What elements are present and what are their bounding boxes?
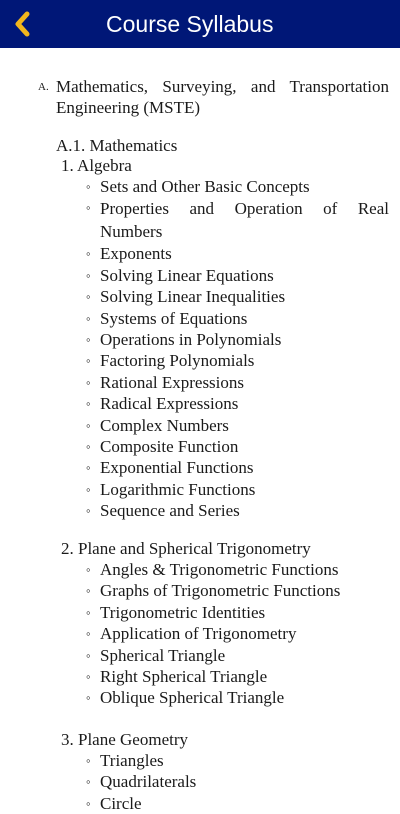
bullet-icon: ◦ (86, 310, 91, 326)
bullet-icon: ◦ (86, 460, 91, 476)
list-item (86, 793, 389, 814)
list-item (86, 602, 389, 623)
list-item (86, 243, 389, 264)
bullet-icon: ◦ (86, 179, 91, 194)
list-item-label: Quadrilaterals (100, 772, 197, 792)
list-item-label: Graphs of Trigonometric Functions (100, 581, 341, 601)
list-item-label: Trigonometric Identities (100, 602, 266, 622)
list-item (86, 197, 389, 243)
section-title: Mathematics, Surveying, and Transportation Engineering (MSTE) (56, 77, 389, 117)
topic-title: 3. Plane Geometry (61, 730, 188, 749)
bullet-icon: ◦ (86, 583, 91, 599)
bullet-icon: ◦ (86, 774, 91, 790)
list-item (86, 176, 389, 197)
list-item (86, 329, 389, 350)
list-item (86, 265, 389, 286)
list-item-label: Application of Trigonometry (100, 624, 297, 644)
page-title: Course Syllabus (106, 10, 274, 37)
list-item-label: Radical Expressions (100, 394, 239, 414)
list-item-label: Circle (100, 793, 142, 813)
section-letter: A. (38, 81, 49, 93)
bullet-icon: ◦ (86, 332, 91, 348)
list-item (86, 750, 389, 771)
section-heading (38, 76, 389, 118)
syllabus-content[interactable] (0, 48, 400, 813)
bullet-icon: ◦ (86, 289, 91, 305)
list-item (86, 580, 389, 601)
bullet-icon: ◦ (86, 439, 91, 455)
topic-title: 1. Algebra (61, 156, 132, 175)
list-item (86, 479, 389, 500)
list-item-label: Systems of Equations (100, 308, 248, 328)
list-item (86, 350, 389, 371)
list-item (86, 771, 389, 792)
list-item (86, 286, 389, 307)
bullet-icon: ◦ (86, 353, 91, 369)
bullet-icon: ◦ (86, 604, 91, 620)
bullet-icon: ◦ (86, 795, 91, 811)
list-item-label: Rational Expressions (100, 372, 245, 392)
chevron-left-icon (12, 11, 32, 37)
list-item (86, 645, 389, 666)
bullet-icon: ◦ (86, 669, 91, 685)
bullet-icon: ◦ (86, 200, 91, 216)
bullet-icon: ◦ (86, 647, 91, 663)
list-item (86, 436, 389, 457)
list-item-label: Oblique Spherical Triangle (100, 688, 285, 708)
bullet-icon: ◦ (86, 562, 91, 577)
list-item-label: Exponents (100, 244, 172, 264)
list-item (86, 559, 389, 580)
list-item-label: Solving Linear Inequalities (100, 287, 286, 307)
list-item-label: Exponential Functions (100, 458, 254, 478)
list-item-label: Operations in Polynomials (100, 330, 282, 350)
bullet-icon: ◦ (86, 481, 91, 497)
topic-list (86, 750, 389, 814)
list-item-label: Sets and Other Basic Concepts (100, 177, 310, 196)
bullet-icon: ◦ (86, 753, 91, 768)
list-item-label: Right Spherical Triangle (100, 667, 268, 687)
bullet-icon: ◦ (86, 267, 91, 283)
list-item-label: Spherical Triangle (100, 645, 226, 665)
bullet-icon: ◦ (86, 626, 91, 642)
app-bar (0, 0, 400, 48)
subsection-title: A.1. Mathematics (56, 136, 178, 155)
bullet-icon: ◦ (86, 690, 91, 706)
topic-list (86, 559, 389, 709)
list-item-label: Properties and Operation of Real Numbers (100, 199, 389, 242)
bullet-icon: ◦ (86, 503, 91, 519)
bullet-icon: ◦ (86, 396, 91, 412)
back-button[interactable] (0, 0, 44, 48)
topic-title: 2. Plane and Spherical Trigonometry (61, 539, 311, 558)
list-item (86, 500, 389, 521)
list-item (86, 372, 389, 393)
list-item (86, 415, 389, 436)
list-item-label: Complex Numbers (100, 415, 229, 435)
list-item (86, 666, 389, 687)
list-item-label: Solving Linear Equations (100, 265, 274, 285)
bullet-icon: ◦ (86, 246, 91, 262)
bullet-icon: ◦ (86, 417, 91, 433)
list-item-label: Composite Function (100, 437, 239, 457)
bullet-icon: ◦ (86, 374, 91, 390)
list-item (86, 623, 389, 644)
list-item-label: Logarithmic Functions (100, 479, 256, 499)
list-item-label: Triangles (100, 751, 164, 770)
list-item-label: Angles & Trigonometric Functions (100, 560, 339, 579)
list-item-label: Factoring Polynomials (100, 351, 255, 371)
topic-list (86, 176, 389, 522)
list-item-label: Sequence and Series (100, 501, 240, 521)
list-item (86, 457, 389, 478)
list-item (86, 308, 389, 329)
list-item (86, 687, 389, 708)
list-item (86, 393, 389, 414)
